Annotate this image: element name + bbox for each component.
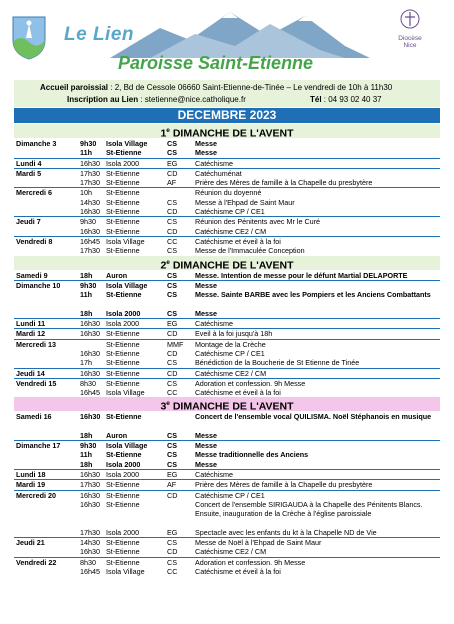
- event-row: [14, 178, 440, 187]
- event-place: Auron: [106, 270, 128, 280]
- section-number: 1: [160, 127, 167, 140]
- event-day: Mercredi 13: [16, 339, 56, 349]
- event-description: Prière des Mères de famille à la Chapelle du presbytère: [195, 480, 373, 490]
- event-day: Mardi 12: [16, 329, 46, 339]
- event-description: Catéchisme et éveil à la foi: [195, 567, 281, 577]
- event-description: Messe de Noël à l'Ehpad de Saint Maur: [195, 538, 322, 548]
- event-row: [14, 358, 440, 367]
- event-description: Catéchisme CE2 / CM: [195, 368, 267, 378]
- event-time: 18h: [80, 308, 93, 318]
- event-time: 18h: [80, 459, 93, 469]
- event-row: [14, 309, 440, 318]
- event-row: [14, 537, 440, 547]
- month-banner: DECEMBRE 2023: [14, 108, 440, 123]
- event-day: Lundi 4: [16, 158, 42, 168]
- event-place: Isola Village: [106, 441, 148, 451]
- event-time: 16h45: [80, 236, 100, 246]
- event-time: 16h30: [80, 158, 100, 168]
- diocese-logo: [380, 8, 440, 49]
- event-code: CS: [167, 430, 177, 440]
- event-place: St-Etienne: [106, 148, 142, 158]
- event-row: [14, 290, 440, 309]
- event-list: [14, 271, 440, 398]
- event-time: 11h: [80, 148, 92, 158]
- event-time: 16h30: [80, 470, 100, 480]
- event-place: Isola 2000: [106, 459, 141, 469]
- event-row: [14, 168, 440, 178]
- contact-accueil: [40, 83, 392, 92]
- event-place: St-Etienne: [106, 329, 140, 339]
- event-time: 16h30: [80, 499, 100, 509]
- event-time: 16h30: [80, 412, 101, 422]
- section-header: [14, 124, 440, 138]
- event-time: 16h45: [80, 388, 100, 398]
- event-place: St-Etienne: [106, 557, 140, 567]
- contact-box: [14, 80, 440, 107]
- section-header: [14, 256, 440, 270]
- event-description: Messe de l'Immaculée Conception: [195, 246, 305, 256]
- event-code: CD: [167, 168, 178, 178]
- event-place: St-Etienne: [106, 368, 140, 378]
- event-row: [14, 450, 440, 459]
- section-ordinal: e: [166, 400, 170, 408]
- section-number: 2: [160, 259, 167, 272]
- event-description: Adoration et confession. 9h Messe: [195, 378, 306, 388]
- event-day: Samedi 16: [16, 412, 52, 422]
- event-code: EG: [167, 158, 178, 168]
- event-place: Isola 2000: [106, 158, 140, 168]
- parish-name: Paroisse Saint-Etienne: [118, 53, 314, 73]
- event-time: 16h30: [80, 348, 100, 358]
- event-row: [14, 328, 440, 338]
- event-time: 14h30: [80, 538, 100, 548]
- event-place: Isola Village: [106, 388, 145, 398]
- event-row: [14, 246, 440, 255]
- event-code: CS: [167, 139, 177, 148]
- event-row: [14, 368, 440, 378]
- event-time: 9h30: [80, 217, 96, 227]
- event-description: Catéchisme: [195, 319, 233, 329]
- event-day: Vendredi 8: [16, 236, 53, 246]
- event-row: [14, 216, 440, 226]
- event-code: CS: [167, 217, 177, 227]
- event-code: CD: [167, 547, 178, 557]
- event-place: St-Etienne: [106, 290, 142, 300]
- event-code: EG: [167, 319, 178, 329]
- event-row: [14, 349, 440, 358]
- section-header: [14, 397, 440, 411]
- event-description: Catéchisme CE2 / CM: [195, 547, 267, 557]
- event-time: 18h: [80, 270, 93, 280]
- event-time: 14h30: [80, 197, 100, 207]
- event-place: St-Etienne: [106, 168, 140, 178]
- event-code: EG: [167, 470, 178, 480]
- event-list: [14, 139, 440, 256]
- event-description: Messe. Sainte BARBE avec les Pompiers et les Anciens Combattants: [195, 290, 431, 300]
- event-row: [14, 460, 440, 469]
- diocese-emblem-icon: [399, 8, 421, 30]
- event-place: St-Etienne: [106, 378, 140, 388]
- event-place: St-Etienne: [106, 490, 140, 500]
- event-row: [14, 207, 440, 216]
- event-time: 17h30: [80, 168, 100, 178]
- accueil-label: Accueil paroissial: [40, 83, 109, 92]
- event-day: Vendredi 22: [16, 557, 57, 567]
- tel-number: : 04 93 02 40 37: [321, 95, 382, 104]
- event-time: 16h30: [80, 490, 100, 500]
- event-place: Isola Village: [106, 139, 148, 148]
- inscription-email[interactable]: : stetienne@nice.catholique.fr: [138, 95, 246, 104]
- event-code: CD: [167, 207, 178, 217]
- event-description: Bénédiction de la Boucherie de St Etienne de Tinée: [195, 358, 360, 368]
- event-place: St-Etienne: [106, 188, 140, 198]
- event-code: CD: [167, 490, 178, 500]
- diocese-label: Diocèse: [398, 35, 422, 42]
- event-place: Isola 2000: [106, 319, 140, 329]
- event-time: 16h30: [80, 226, 100, 236]
- event-day: Jeudi 14: [16, 368, 45, 378]
- event-time: 8h30: [80, 378, 96, 388]
- accueil-text: : 2, Bd de Cessole 06660 Saint-Etienne-de-Tinée – Le vendredi de 10h à 11h30: [108, 83, 393, 92]
- event-row: [14, 388, 440, 397]
- event-day: Mercredi 20: [16, 490, 56, 500]
- tel-label: Tél: [310, 95, 322, 104]
- section-title: DIMANCHE DE L'AVENT: [169, 127, 294, 140]
- event-place: Auron: [106, 430, 128, 440]
- event-place: St-Etienne: [106, 499, 140, 509]
- section-ordinal: e: [166, 127, 170, 134]
- event-description: Messe: [195, 148, 217, 158]
- event-code: CC: [167, 236, 178, 246]
- event-code: CD: [167, 226, 178, 236]
- event-time: 16h45: [80, 567, 100, 577]
- event-row: [14, 227, 440, 236]
- event-row: [14, 490, 440, 500]
- event-time: 11h: [80, 450, 92, 460]
- event-row: [14, 378, 440, 388]
- event-time: 9h30: [80, 441, 97, 451]
- event-description: Messe. Intention de messe pour le défunt Martial DELAPORTE: [195, 270, 408, 280]
- event-description: Catéchisme CP / CE1: [195, 490, 265, 500]
- event-row: [14, 479, 440, 489]
- event-time: 17h30: [80, 178, 100, 188]
- event-list: [14, 412, 440, 576]
- event-place: St-Etienne: [106, 197, 140, 207]
- event-description: Messe: [195, 139, 217, 148]
- event-place: Isola 2000: [106, 308, 141, 318]
- event-code: CS: [167, 378, 177, 388]
- event-row: [14, 469, 440, 479]
- event-place: St-Etienne: [106, 450, 142, 460]
- event-description: Catéchisme CP / CE1: [195, 348, 265, 358]
- event-place: St-Etienne: [106, 358, 140, 368]
- event-description: Messe: [195, 308, 217, 318]
- event-time: 17h30: [80, 246, 100, 256]
- event-time: 9h30: [80, 139, 97, 148]
- event-time: 16h30: [80, 207, 100, 217]
- event-row: [14, 528, 440, 537]
- event-description: Messe traditionnelle des Anciens: [195, 450, 309, 460]
- event-code: CS: [167, 308, 177, 318]
- inscription-label: Inscription au Lien: [67, 95, 139, 104]
- event-day: Mardi 5: [16, 168, 42, 178]
- event-description: Eveil à la foi jusqu'à 18h: [195, 329, 273, 339]
- event-day: Vendredi 15: [16, 378, 57, 388]
- event-row: [14, 547, 440, 556]
- event-row: [14, 148, 440, 157]
- event-time: 11h: [80, 290, 92, 300]
- event-row: [14, 431, 440, 440]
- event-description: Messe: [195, 441, 217, 451]
- event-place: Isola Village: [106, 567, 145, 577]
- event-row: [14, 440, 440, 450]
- event-code: CS: [167, 290, 177, 300]
- event-row: [14, 318, 440, 328]
- event-description: Catéchisme CE2 / CM: [195, 226, 267, 236]
- event-code: AF: [167, 480, 177, 490]
- event-code: EG: [167, 527, 178, 537]
- event-place: St-Etienne: [106, 339, 140, 349]
- event-place: St-Etienne: [106, 246, 140, 256]
- event-time: 16h30: [80, 368, 100, 378]
- event-description: Montage de la Crèche: [195, 339, 266, 349]
- event-description: Catéchisme CP / CE1: [195, 207, 265, 217]
- event-place: St-Etienne: [106, 226, 140, 236]
- event-description: Prière des Mères de famille à la Chapelle du presbytère: [195, 178, 373, 188]
- event-row: [14, 187, 440, 197]
- event-description: Réunion du doyenné: [195, 188, 262, 198]
- event-place: Isola Village: [106, 280, 148, 290]
- event-row: [14, 339, 440, 349]
- section-ordinal: e: [166, 258, 170, 266]
- event-code: CS: [167, 557, 177, 567]
- event-day: Jeudi 21: [16, 538, 45, 548]
- event-day: Jeudi 7: [16, 217, 41, 227]
- event-time: 18h: [80, 430, 93, 440]
- event-code: CD: [167, 368, 178, 378]
- event-time: 17h30: [80, 527, 100, 537]
- event-row: [14, 557, 440, 567]
- bulletin-title: Le Lien: [64, 24, 135, 45]
- event-code: CS: [167, 148, 177, 158]
- event-place: St-Etienne: [106, 547, 140, 557]
- event-description: Concert de l'ensemble vocal QUILISMA. Noël Stéphanois en musique: [195, 412, 432, 422]
- event-row: [14, 198, 440, 207]
- section-title: DIMANCHE DE L'AVENT: [169, 259, 294, 272]
- event-description: Catéchisme et éveil à la foi: [195, 236, 281, 246]
- event-description: Messe: [195, 280, 217, 290]
- event-place: St-Etienne: [106, 207, 140, 217]
- event-code: CC: [167, 567, 178, 577]
- event-place: St-Etienne: [106, 480, 140, 490]
- event-code: MMF: [167, 339, 184, 349]
- event-day: Dimanche 17: [16, 441, 61, 451]
- event-code: CS: [167, 280, 177, 290]
- event-place: St-Etienne: [106, 348, 140, 358]
- event-code: CS: [167, 358, 177, 368]
- event-row: [14, 271, 440, 280]
- event-code: CS: [167, 459, 177, 469]
- event-row: [14, 412, 440, 431]
- event-code: CS: [167, 441, 177, 451]
- event-row: [14, 236, 440, 246]
- event-time: 16h30: [80, 319, 100, 329]
- event-day: Samedi 9: [16, 270, 48, 280]
- event-day: Dimanche 3: [16, 139, 57, 148]
- event-code: CD: [167, 348, 178, 358]
- event-description: Messe à l'Ehpad de Saint Maur: [195, 197, 295, 207]
- event-place: Isola 2000: [106, 470, 140, 480]
- event-description: Messe: [195, 459, 217, 469]
- event-description: Concert de l'ensemble SIRIGAUDA à la Chapelle des Pénitents Blancs. Ensuite, inauguration de la Crèche à l'église paroissiale: [195, 499, 423, 519]
- parish-shield-icon: [12, 16, 46, 60]
- event-row: [14, 280, 440, 290]
- event-day: Mardi 19: [16, 480, 46, 490]
- event-description: Catéchuménat: [195, 168, 242, 178]
- section-title: DIMANCHE DE L'AVENT: [169, 400, 294, 413]
- event-code: CC: [167, 388, 178, 398]
- event-time: 17h: [80, 358, 92, 368]
- event-time: 8h30: [80, 557, 96, 567]
- event-description: Catéchisme: [195, 158, 233, 168]
- event-row: [14, 500, 440, 528]
- event-row: [14, 567, 440, 576]
- event-time: 16h30: [80, 329, 100, 339]
- event-description: Messe: [195, 430, 217, 440]
- header: [0, 0, 454, 80]
- diocese-city: Nice: [403, 42, 417, 49]
- event-place: Isola 2000: [106, 527, 140, 537]
- event-day: Lundi 11: [16, 319, 46, 329]
- event-day: Mercredi 6: [16, 188, 52, 198]
- event-code: CS: [167, 197, 177, 207]
- event-code: CS: [167, 538, 177, 548]
- event-place: St-Etienne: [106, 412, 142, 422]
- section-number: 3: [160, 400, 167, 413]
- event-day: Lundi 18: [16, 470, 46, 480]
- contact-inscription: [67, 95, 246, 104]
- event-row: [14, 158, 440, 168]
- contact-phone: [310, 95, 382, 104]
- event-time: 17h30: [80, 480, 100, 490]
- event-time: 9h30: [80, 280, 97, 290]
- event-description: Catéchisme: [195, 470, 233, 480]
- event-description: Catéchisme et éveil à la foi: [195, 388, 281, 398]
- event-place: St-Etienne: [106, 217, 140, 227]
- event-code: CS: [167, 246, 177, 256]
- event-place: St-Etienne: [106, 178, 140, 188]
- event-description: Spectacle avec les enfants du kt à la Chapelle ND de Vie: [195, 527, 377, 537]
- event-description: Adoration et confession. 9h Messe: [195, 557, 306, 567]
- event-row: [14, 139, 440, 148]
- event-place: Isola Village: [106, 236, 145, 246]
- event-code: CS: [167, 270, 177, 280]
- event-code: CD: [167, 329, 178, 339]
- event-code: AF: [167, 178, 177, 188]
- event-place: St-Etienne: [106, 538, 140, 548]
- event-time: 16h30: [80, 547, 100, 557]
- event-day: Dimanche 10: [16, 280, 61, 290]
- event-description: Réunion des Pénitents avec Mr le Curé: [195, 217, 321, 227]
- event-code: CS: [167, 450, 177, 460]
- event-time: 10h: [80, 188, 92, 198]
